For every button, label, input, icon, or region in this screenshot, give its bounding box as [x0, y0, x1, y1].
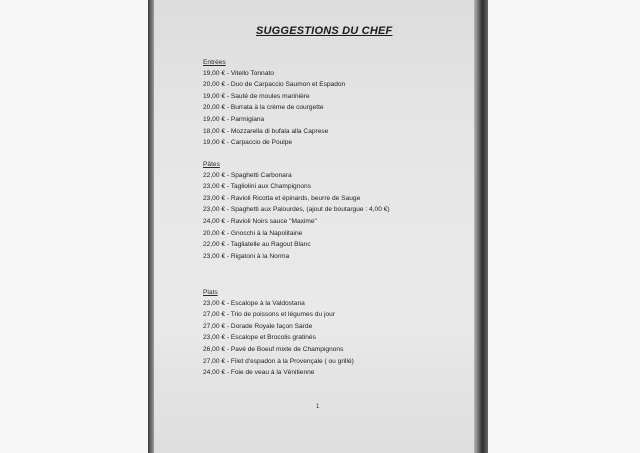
page-number: 1: [316, 404, 320, 410]
menu-item: 20,00 € - Burrata à la crème de courgette: [203, 104, 324, 112]
menu-item: 23,00 € - Rigatoni à la Norma: [203, 252, 290, 260]
menu-item: 22,00 € - Spaghetti Carbonara: [203, 171, 292, 179]
menu-item: 26,00 € - Pavé de Boeuf mixte de Champignons: [203, 345, 344, 353]
section-plats: [203, 290, 354, 382]
menu-item: 27,00 € - Trio de poissons et légumes du jour: [203, 311, 335, 319]
menu-item: 19,00 € - Carpaccio de Poulpe: [203, 139, 293, 147]
menu-item: 27,00 € - Filet d'espadon à la Provençale ( ou grillé): [203, 357, 354, 365]
menu-item: 27,00 € - Dorade Royale façon Sarde: [203, 322, 313, 330]
menu-item: 23,00 € - Escalope à la Valdostana: [203, 299, 305, 307]
menu-item: 24,00 € - Foie de veau à la Vénitienne: [203, 369, 315, 377]
menu-item: 19,00 € - Vitello Tonnato: [203, 69, 274, 77]
menu-item: 23,00 € - Spaghetti aux Palourdes, (ajout de boutargue : 4,00 €): [203, 206, 390, 214]
menu-item: 19,00 € - Parmigiana: [203, 115, 265, 123]
section-heading: Plats: [203, 289, 218, 296]
menu-item: 18,00 € - Mozzarella di bufala alla Caprese: [203, 127, 329, 135]
menu-item: 20,00 € - Duo de Carpaccio Saumon et Espadon: [203, 81, 346, 89]
menu-item: 23,00 € - Tagliolini aux Champignons: [203, 183, 312, 191]
menu-item: 19,00 € - Sauté de moules marinière: [203, 92, 310, 100]
menu-sheet: [154, 0, 474, 453]
menu-item: 23,00 € - Escalope et Brocolis gratinés: [203, 334, 316, 342]
section-heading: Entrées: [203, 59, 226, 66]
section-pates: [203, 162, 390, 265]
menu-item: 20,00 € - Gnocchi à la Napolitaine: [203, 229, 303, 237]
menu-item: 24,00 € - Ravioli Noirs sauce "Maxime": [203, 217, 317, 225]
menu-title: SUGGESTIONS DU CHEF: [256, 25, 393, 37]
section-heading: Pâtes: [203, 161, 220, 168]
menu-item: 22,00 € - Tagliatelle au Ragout Blanc: [203, 241, 311, 249]
page-shadow-right: [474, 0, 488, 453]
section-entrees: [203, 60, 345, 152]
menu-item: 23,00 € - Ravioli Ricotta et épinards, beurre de Sauge: [203, 194, 361, 202]
